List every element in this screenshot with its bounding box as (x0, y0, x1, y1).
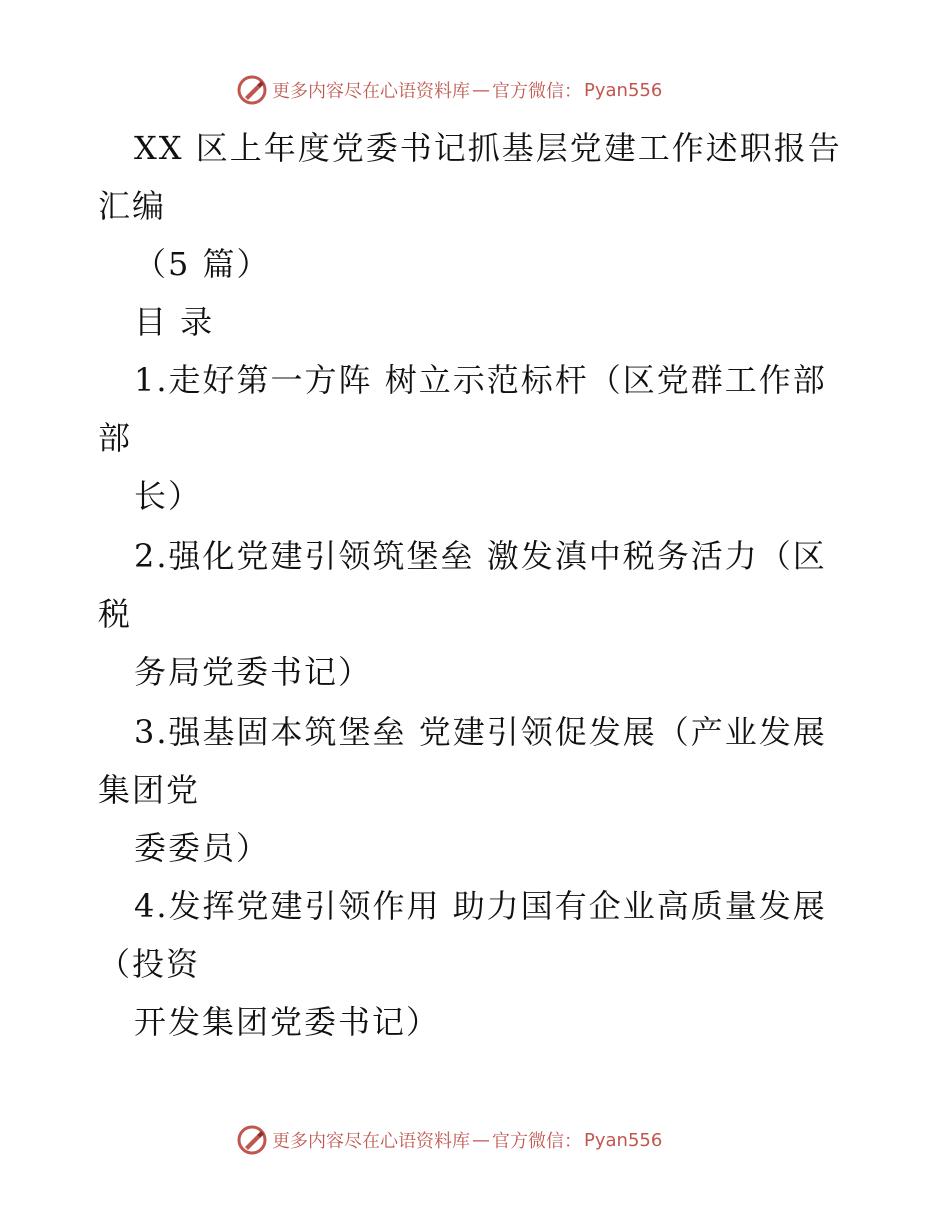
toc-item-1-line3: 长） (134, 477, 203, 515)
toc-heading: 目 录 (134, 303, 215, 341)
toc-item-3-line1: 3.强基固本筑堡垒 党建引领促发展（产业发展 (134, 713, 827, 751)
document-count: （5 篇） (134, 245, 271, 283)
watermark-separator: — (472, 79, 490, 101)
toc-item-4-line3: 开发集团党委书记） (134, 1003, 441, 1041)
watermark-wechat-id: Pyan556 (584, 79, 663, 101)
watermark-text: 更多内容尽在心语资料库 (272, 1131, 470, 1152)
toc-item-2-line2: 税 (98, 595, 133, 633)
toc-item-1-line1: 1.走好第一方阵 树立示范标杆（区党群工作部 (134, 361, 827, 399)
toc-item-2-line3: 务局党委书记） (134, 653, 373, 691)
watermark-wechat-label: 官方微信： (492, 81, 582, 102)
watermark-wechat-label: 官方微信： (492, 1131, 582, 1152)
pen-logo-icon (236, 74, 268, 106)
toc-item-1-line2: 部 (98, 419, 133, 457)
toc-item-3-line3: 委委员） (134, 829, 271, 867)
watermark-text: 更多内容尽在心语资料库 (272, 81, 470, 102)
watermark-wechat-id: Pyan556 (584, 1129, 663, 1151)
toc-item-2-line1: 2.强化党建引领筑堡垒 激发滇中税务活力（区 (134, 537, 827, 575)
document-title-line2: 汇编 (98, 187, 167, 225)
pen-logo-icon (236, 1124, 268, 1156)
header-watermark (236, 72, 662, 108)
watermark-separator: — (472, 1129, 490, 1151)
toc-item-4-line2: （投资 (98, 945, 201, 983)
footer-watermark (236, 1122, 662, 1158)
toc-item-4-line1: 4.发挥党建引领作用 助力国有企业高质量发展 (134, 887, 827, 925)
toc-item-3-line2: 集团党 (98, 771, 201, 809)
document-title-line1: XX 区上年度党委书记抓基层党建工作述职报告 (134, 129, 842, 167)
